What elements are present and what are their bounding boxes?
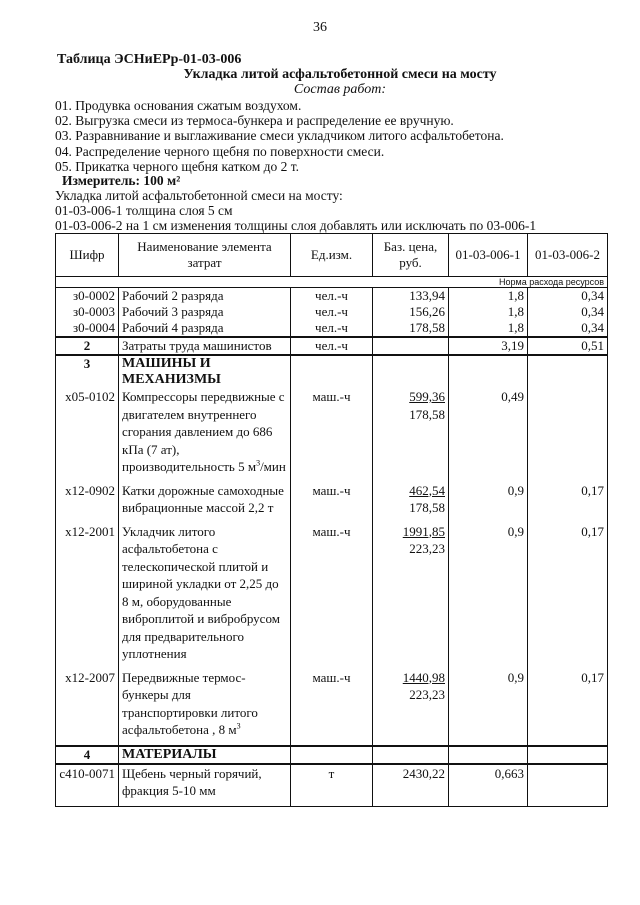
works-list bbox=[55, 98, 504, 174]
price-base: 1440,98 bbox=[402, 669, 445, 685]
price-base: 1991,85 bbox=[402, 523, 445, 539]
table-row bbox=[56, 669, 608, 746]
table-row bbox=[56, 523, 608, 669]
cell-price bbox=[373, 337, 449, 355]
cell-name: Рабочий 2 разряда bbox=[119, 288, 291, 305]
table-row bbox=[56, 388, 608, 482]
cell-code: з0-0002 bbox=[56, 288, 119, 305]
cell-price bbox=[373, 388, 449, 482]
meter-unit: Измеритель: 100 м² bbox=[62, 173, 181, 188]
price-wage: 223,23 bbox=[409, 541, 445, 556]
cell-norm-2 bbox=[528, 764, 608, 807]
page-number: 36 bbox=[313, 20, 327, 35]
cell-price bbox=[373, 523, 449, 669]
cell-code: 2 bbox=[56, 337, 119, 355]
document-subtitle: Состав работ: bbox=[293, 82, 387, 97]
cell-code: з0-0003 bbox=[56, 304, 119, 320]
section-row-machines bbox=[56, 355, 608, 388]
cell-norm-2 bbox=[528, 388, 608, 482]
price-wage: 178,58 bbox=[409, 500, 445, 515]
empty-cell bbox=[291, 746, 373, 764]
cell-unit: чел.-ч bbox=[291, 288, 373, 305]
cell-price bbox=[373, 669, 449, 746]
table-code: Таблица ЭСНиЕРр-01-03-006 bbox=[57, 52, 242, 67]
empty-cell bbox=[528, 355, 608, 388]
cell-unit: т bbox=[291, 764, 373, 807]
cell-price: 2430,22 bbox=[373, 764, 449, 807]
header-unit: Ед.изм. bbox=[291, 234, 373, 277]
cell-unit: маш.-ч bbox=[291, 388, 373, 482]
table-row bbox=[56, 320, 608, 337]
cell-code: х12-2001 bbox=[56, 523, 119, 669]
cell-price: 133,94 bbox=[373, 288, 449, 305]
cell-name: Рабочий 4 разряда bbox=[119, 320, 291, 337]
cell-name: Компрессоры передвижные с двигателем внутреннего сгорания давлением до 686 кПа (7 ат), производительность 5 $м^3$/мин bbox=[119, 388, 291, 482]
cell-norm-1: 3,19 bbox=[449, 337, 528, 355]
cell-unit: маш.-ч bbox=[291, 523, 373, 669]
cell-norm-1: 1,8 bbox=[449, 320, 528, 337]
cell-code: х05-0102 bbox=[56, 388, 119, 482]
norms-table bbox=[55, 233, 608, 807]
cell-norm-1: 0,9 bbox=[449, 482, 528, 523]
cell-name: Передвижные термос-бункеры для транспортировки литого асфальтобетона , 8 $м^3$ bbox=[119, 669, 291, 746]
cell-norm-2: 0,17 bbox=[528, 523, 608, 669]
cell-norm-2: 0,51 bbox=[528, 337, 608, 355]
header-norm-2: 01-03-006-2 bbox=[528, 234, 608, 277]
cell-norm-1: 0,663 bbox=[449, 764, 528, 807]
cell-name: Рабочий 3 разряда bbox=[119, 304, 291, 320]
work-item: 01. Продувка основания сжатым воздухом. bbox=[55, 98, 302, 113]
cell-norm-1: 0,9 bbox=[449, 669, 528, 746]
section-code: 4 bbox=[56, 746, 119, 764]
labor-total-row bbox=[56, 337, 608, 355]
table-row bbox=[56, 482, 608, 523]
norm-label: Норма расхода ресурсов bbox=[56, 277, 608, 288]
cell-price: 156,26 bbox=[373, 304, 449, 320]
cell-name: Укладчик литого асфальтобетона с телескопической плитой и шириной укладки от 2,25 до 8 м, оборудованные виброплитой и вибробрусом для предварительного уплотнения bbox=[119, 523, 291, 669]
cell-name: Катки дорожные самоходные вибрационные массой 2,2 т bbox=[119, 482, 291, 523]
empty-cell bbox=[291, 355, 373, 388]
cell-norm-2: 0,17 bbox=[528, 482, 608, 523]
section-title: МАТЕРИАЛЫ bbox=[119, 746, 291, 764]
work-item: 03. Разравнивание и выглаживание смеси укладчиком литого асфальтобетона. bbox=[55, 128, 504, 144]
cell-norm-1: 1,8 bbox=[449, 288, 528, 305]
empty-cell bbox=[449, 355, 528, 388]
cell-code: х12-2007 bbox=[56, 669, 119, 746]
cell-norm-1: 0,49 bbox=[449, 388, 528, 482]
cell-norm-2: 0,34 bbox=[528, 320, 608, 337]
empty-cell bbox=[373, 746, 449, 764]
cell-unit: маш.-ч bbox=[291, 482, 373, 523]
empty-cell bbox=[528, 746, 608, 764]
cell-code: с410-0071 bbox=[56, 764, 119, 807]
cell-norm-2: 0,34 bbox=[528, 288, 608, 305]
section-title: МАШИНЫ И МЕХАНИЗМЫ bbox=[119, 355, 291, 388]
cell-name: Затраты труда машинистов bbox=[119, 337, 291, 355]
header-row bbox=[56, 234, 608, 277]
cell-norm-1: 0,9 bbox=[449, 523, 528, 669]
cell-price bbox=[373, 482, 449, 523]
header-name: Наименование элемента затрат bbox=[119, 234, 291, 277]
empty-cell bbox=[449, 746, 528, 764]
price-wage: 223,23 bbox=[409, 687, 445, 702]
price-wage: 178,58 bbox=[409, 406, 445, 422]
cell-unit: чел.-ч bbox=[291, 337, 373, 355]
note-item: Укладка литой асфальтобетонной смеси на мосту: bbox=[55, 188, 343, 203]
price-base: 462,54 bbox=[409, 482, 445, 498]
cell-norm-1: 1,8 bbox=[449, 304, 528, 320]
notes-list bbox=[55, 188, 536, 234]
header-code: Шифр bbox=[56, 234, 119, 277]
cell-unit: маш.-ч bbox=[291, 669, 373, 746]
cell-code: з0-0004 bbox=[56, 320, 119, 337]
table-row bbox=[56, 288, 608, 305]
table-row bbox=[56, 304, 608, 320]
header-norm-1: 01-03-006-1 bbox=[449, 234, 528, 277]
header-price: Баз. цена, руб. bbox=[373, 234, 449, 277]
cell-price: 178,58 bbox=[373, 320, 449, 337]
work-item: 04. Распределение черного щебня по поверхности смеси. bbox=[55, 143, 385, 159]
cell-norm-2: 0,34 bbox=[528, 304, 608, 320]
note-item: 01-03-006-1 толщина слоя 5 см bbox=[55, 203, 233, 219]
table-row bbox=[56, 764, 608, 807]
document-title: Укладка литой асфальтобетонной смеси на мосту bbox=[183, 67, 497, 82]
cell-name: Щебень черный горячий, фракция 5-10 мм bbox=[119, 764, 291, 807]
empty-cell bbox=[373, 355, 449, 388]
note-item: 01-03-006-2 на 1 см изменения толщины слоя добавлять или исключать по 03-006-1 bbox=[55, 218, 537, 234]
cell-code: х12-0902 bbox=[56, 482, 119, 523]
cell-unit: чел.-ч bbox=[291, 320, 373, 337]
cell-unit: чел.-ч bbox=[291, 304, 373, 320]
price-base: 599,36 bbox=[409, 389, 445, 404]
cell-norm-2: 0,17 bbox=[528, 669, 608, 746]
section-code: 3 bbox=[56, 355, 119, 388]
section-row-materials bbox=[56, 746, 608, 764]
work-item: 02. Выгрузка смеси из термоса-бункера и распределение ее вручную. bbox=[55, 113, 454, 129]
work-item: 05. Прикатка черного щебня катком до 2 т. bbox=[55, 158, 300, 174]
norm-label-row bbox=[56, 277, 608, 288]
